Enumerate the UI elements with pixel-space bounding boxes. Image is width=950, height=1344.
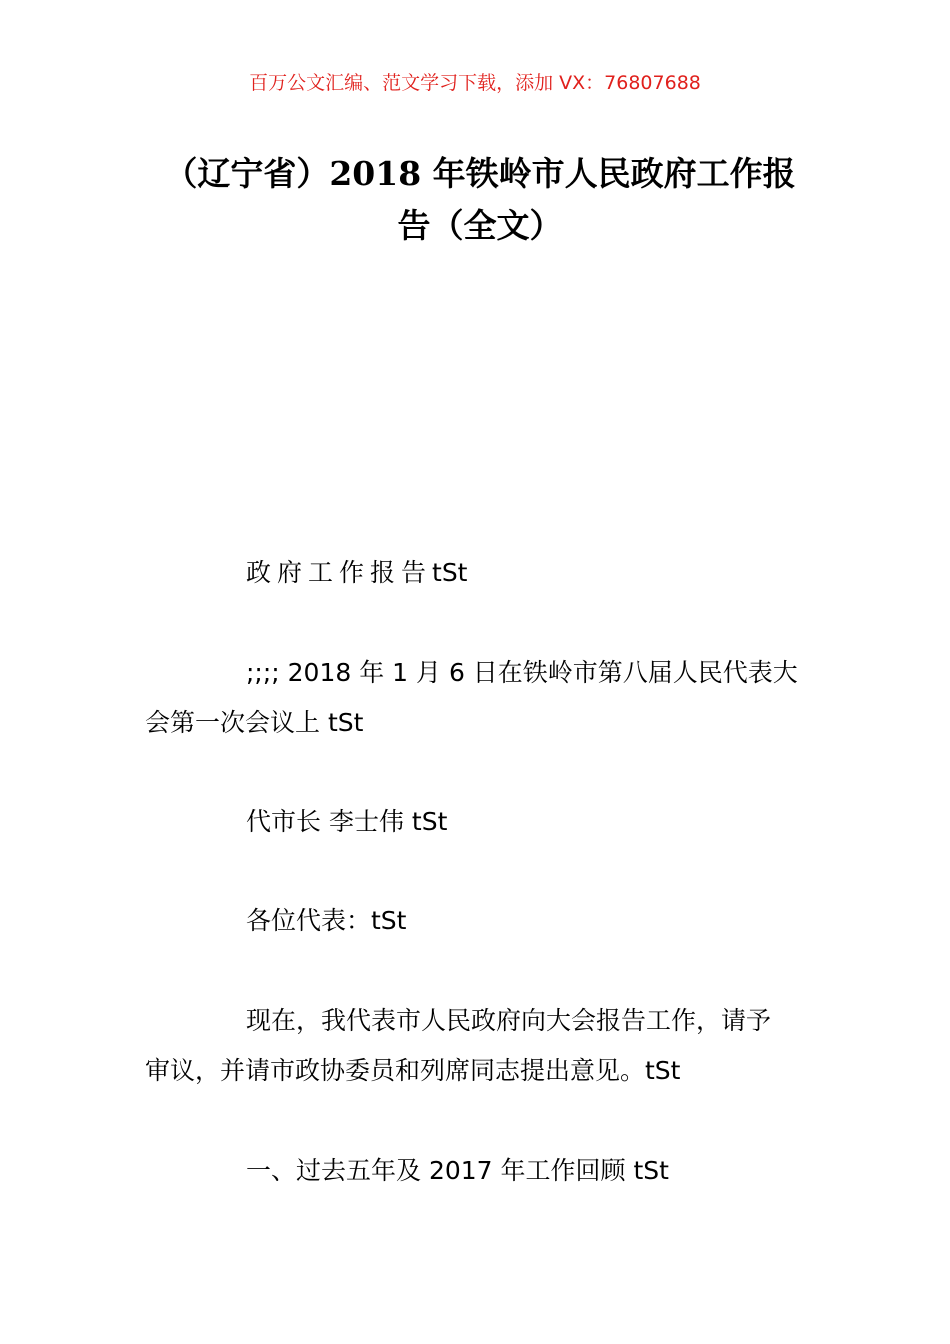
document-title-line-1: （辽宁省）2018 年铁岭市人民政府工作报 (164, 154, 796, 193)
report-heading-paragraph (145, 548, 810, 598)
speaker-paragraph (145, 797, 810, 847)
intro-paragraph (145, 996, 810, 1096)
meeting-paragraph (145, 648, 810, 748)
report-heading-suffix: tSt (432, 558, 468, 587)
report-heading-text: 政府工作报告 (246, 558, 433, 587)
section-heading-paragraph (145, 1146, 810, 1196)
document-title-line-2: 告（全文） (397, 206, 563, 245)
speaker-line: 代市长 李士伟 tSt (246, 807, 448, 836)
meeting-line-2: 会第一次会议上 tSt (145, 708, 364, 737)
meeting-line-1: ;;;; 2018 年 1 月 6 日在铁岭市第八届人民代表大 (246, 658, 798, 687)
intro-line-1: 现在，我代表市人民政府向大会报告工作，请予 (246, 1006, 772, 1035)
watermark-banner: 百万公文汇编、范文学习下载，添加 VX：76807688 (249, 72, 701, 94)
intro-line-2: 审议，并请市政协委员和列席同志提出意见。tSt (145, 1056, 681, 1085)
salutation-paragraph (145, 896, 810, 946)
section-1-heading: 一、过去五年及 2017 年工作回顾 tSt (246, 1156, 669, 1185)
document-title (140, 148, 820, 252)
salutation-line: 各位代表：tSt (246, 906, 407, 935)
